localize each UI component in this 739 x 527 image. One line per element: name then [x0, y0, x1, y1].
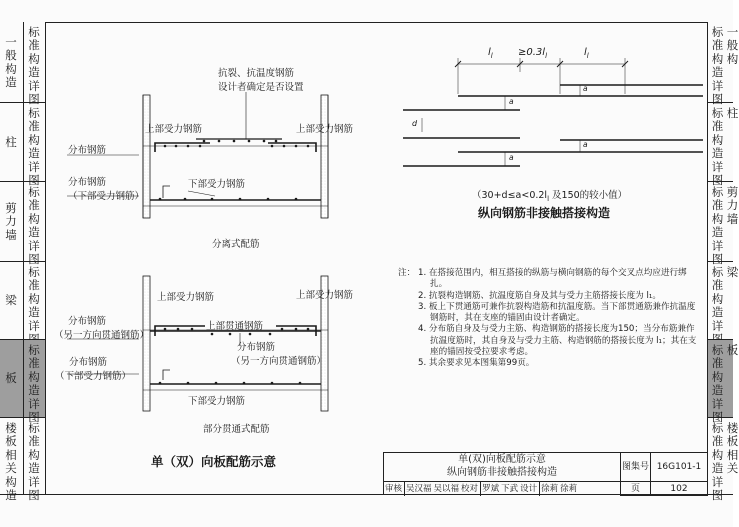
left-tab-side-label: 标准构造详图 — [28, 421, 40, 503]
atlas-number: 16G101-1 — [651, 453, 708, 482]
page-label: 页 — [621, 482, 651, 496]
sig-name: 罗斌 — [482, 484, 500, 494]
sig-name: 徐莉 — [560, 484, 578, 494]
lower-bar-label-2: 下部受力钢筋 — [188, 396, 246, 407]
note-item: 5. 其余要求见本图集第99页。 — [418, 358, 535, 369]
right-tab-partial-label: 板 — [726, 343, 739, 357]
right-tab-label: 标准构造详图 — [711, 25, 724, 107]
signature-row — [384, 482, 621, 496]
distribution-bar-2-label-2: 分布钢筋 （下部受力钢筋） — [55, 357, 132, 382]
title-block-name: 单(双)向板配筋示意 纵向钢筋非接触搭接构造 — [384, 453, 621, 482]
right-tab-label: 标准构造详图 — [711, 343, 724, 425]
spacing-label-1: a — [509, 97, 514, 106]
through-bar-label: 上部贯通钢筋 — [206, 321, 264, 332]
left-tab-main-label: 柱 — [5, 134, 17, 149]
diameter-label: d — [412, 119, 418, 128]
left-tab-side-label: 标准构造详图 — [28, 106, 40, 188]
left-tab-main-label: 一般构造 — [5, 34, 17, 89]
right-tab-label: 标准构造详图 — [711, 185, 724, 267]
sig-name: 吴汉福 — [406, 484, 432, 494]
left-tab-main-label: 梁 — [5, 293, 17, 308]
atlas-label: 图集号 — [621, 453, 651, 482]
left-tab-main-label: 剪力墙 — [5, 200, 17, 242]
gap-label: $\ge 0.3l_l$ — [518, 47, 548, 60]
left-tab-side-label: 标准构造详图 — [28, 185, 40, 267]
spacing-condition: （$30+d\le a<0.2l_l$ 及150的较小值） — [472, 190, 628, 203]
right-tab-label: 标准构造详图 — [711, 106, 724, 188]
distribution-bar-dots-top — [159, 140, 310, 201]
distribution-bar-mid-label: 分布钢筋 （另一方向贯通钢筋） — [231, 342, 327, 367]
anti-crack-note: 抗裂、抗温度钢筋 设计者确定是否设置 — [218, 68, 304, 93]
upper-bar-left-label: 上部受力钢筋 — [145, 124, 203, 135]
distribution-bar-label-2: 分布钢筋 （另一方向贯通钢筋） — [54, 316, 150, 341]
right-tab-partial-label: 剪力墙 — [726, 185, 739, 226]
note-item: 3. 板上下贯通筋可兼作抗裂构造筋和抗温度筋。当下部贯通筋兼作抗温度钢筋时，其在支座的锚固由设计者确定。 — [418, 301, 696, 324]
spacing-label-2: a — [583, 84, 588, 93]
right-tab-partial-label: 楼板相关 — [726, 421, 739, 476]
right-tab-partial-label: 一般构 — [726, 25, 739, 66]
right-tab-partial-label: 柱 — [726, 106, 739, 120]
right-tab-label: 标准构造详 — [711, 265, 724, 333]
lower-bar-label: 下部受力钢筋 — [188, 179, 246, 190]
left-tab-side-label: 标准构造详图 — [28, 25, 40, 107]
lap-splice-title: 纵向钢筋非接触搭接构造 — [478, 206, 611, 220]
left-tab-side-label: 标准构造详 — [28, 265, 40, 333]
right-tab-label: 标准构造详图 — [711, 421, 724, 503]
upper-bar-right-label-2: 上部受力钢筋 — [296, 290, 354, 301]
non-contact-lap-splice-diagram — [403, 58, 703, 166]
lap-length-label-2: $l_l$ — [584, 47, 589, 60]
sig-name: 吴以福 — [433, 484, 460, 494]
left-tab-main-label: 楼板相关构造 — [5, 421, 17, 503]
sig-role: 校对 — [460, 482, 481, 496]
note-item: 2. 抗裂构造钢筋、抗温度筋自身及其与受力主筋搭接长度为 l₁。 — [418, 290, 661, 301]
right-tab-partial-label: 梁 — [726, 265, 739, 279]
left-drawing-title: 单（双）向板配筋示意 — [151, 454, 277, 469]
notes-block — [398, 268, 698, 370]
note-item: 4. 分布筋自身及与受力主筋、构造钢筋的搭接长度为150；当分布筋兼作抗温度筋时，其自身及与受力主筋、构造钢筋的搭接长度为 l₁；其在支座的锚固按受拉要求考虑。 — [418, 324, 697, 358]
left-tab-main-label: 板 — [5, 371, 17, 386]
sig-name: 徐莉 — [541, 484, 559, 494]
sig-role: 审核 — [384, 482, 405, 496]
lap-length-label-1: $l_l$ — [488, 47, 493, 60]
sig-role: 设计 — [519, 482, 540, 496]
left-tab-side-label: 标准构造详图 — [28, 343, 40, 425]
note-item: 1. 在搭接范围内，相互搭接的纵筋与横向钢筋的每个交叉点均应进行绑扎。 — [418, 268, 687, 290]
partial-through-caption: 部分贯通式配筋 — [203, 424, 270, 435]
distribution-bar-2-label: 分布钢筋 （下部受力钢筋） — [68, 177, 145, 202]
distribution-bar-label: 分布钢筋 — [68, 145, 107, 156]
spacing-label-3: a — [509, 153, 514, 162]
page-number: 102 — [651, 482, 708, 496]
sig-name: 下武 — [501, 484, 519, 494]
spacing-label-4: a — [583, 140, 588, 149]
separated-caption: 分离式配筋 — [212, 239, 260, 250]
upper-bar-right-label: 上部受力钢筋 — [296, 124, 354, 135]
title-block — [383, 452, 707, 495]
upper-bar-left-label-2: 上部受力钢筋 — [157, 292, 215, 303]
notes-head: 注： — [398, 268, 416, 278]
